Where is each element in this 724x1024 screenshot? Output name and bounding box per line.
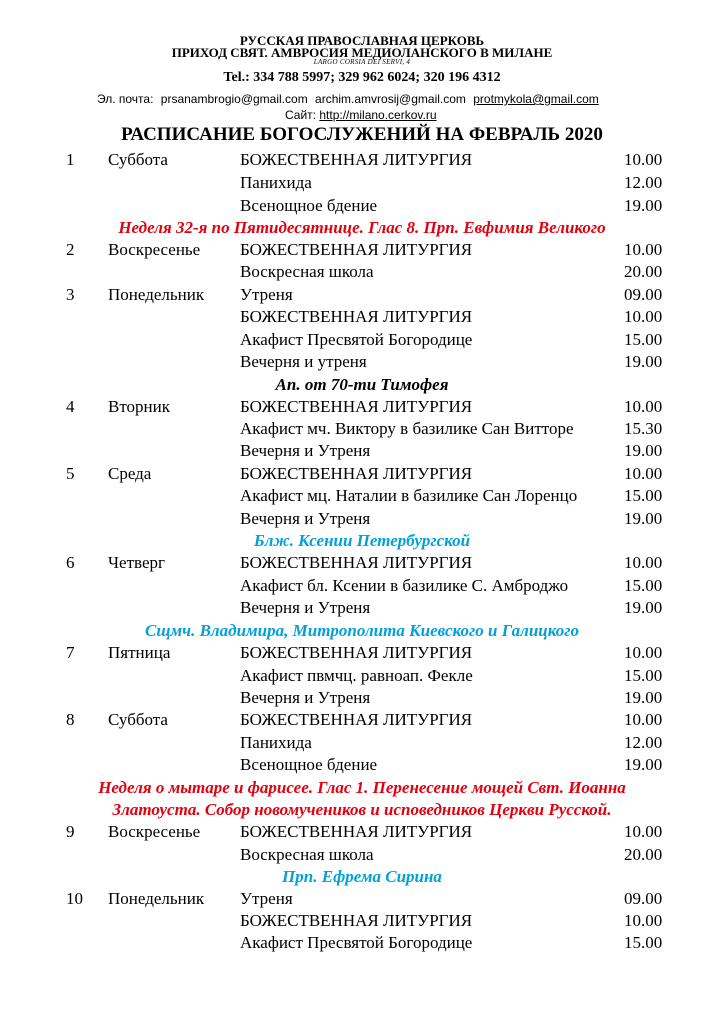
- table-row: [0, 710, 724, 732]
- table-row: [0, 845, 724, 867]
- email-2[interactable]: archim.amvrosij@gmail.com: [315, 92, 466, 106]
- feast-heading: Блж. Ксении Петербургской: [253, 531, 471, 550]
- date-number: 8: [66, 710, 75, 729]
- table-row: [0, 150, 724, 172]
- date-number: 10: [66, 889, 83, 908]
- service-time: 10.00: [624, 822, 663, 841]
- table-row: [0, 486, 724, 508]
- service-time: 19.00: [624, 352, 663, 371]
- table-row: [0, 285, 724, 307]
- weekday: Понедельник: [108, 285, 205, 304]
- service-name: Вечерня и Утреня: [240, 441, 371, 460]
- table-row: [0, 262, 724, 284]
- service-name: Вечерня и Утреня: [240, 688, 371, 707]
- phone-numbers: Tel.: 334 788 5997; 329 962 6024; 320 196 4312: [223, 70, 501, 85]
- date-number: 7: [66, 643, 75, 662]
- table-row: [0, 441, 724, 463]
- table-row: [0, 173, 724, 195]
- table-row: [0, 755, 724, 777]
- service-name: БОЖЕСТВЕННАЯ ЛИТУРГИЯ: [240, 911, 473, 930]
- weekday: Среда: [108, 464, 152, 483]
- service-name: Воскресная школа: [240, 845, 374, 864]
- service-time: 20.00: [624, 845, 663, 864]
- service-name: Акафист мч. Виктору в базилике Сан Витторе: [240, 419, 574, 438]
- email-label: Эл. почта:: [97, 92, 154, 106]
- table-row: [0, 509, 724, 531]
- service-name: Всенощное бдение: [240, 196, 378, 215]
- service-time: 15.00: [624, 933, 663, 952]
- service-time: 10.00: [624, 643, 663, 662]
- feast-heading: Ап. от 70-ти Тимофея: [275, 375, 449, 394]
- table-row: [0, 330, 724, 352]
- email-3[interactable]: protmykola@gmail.com: [473, 92, 599, 106]
- date-number: 9: [66, 822, 75, 841]
- date-number: 5: [66, 464, 75, 483]
- weekday: Вторник: [108, 397, 170, 416]
- service-name: БОЖЕСТВЕННАЯ ЛИТУРГИЯ: [240, 150, 473, 169]
- date-number: 1: [66, 150, 75, 169]
- service-time: 19.00: [624, 755, 663, 774]
- service-time: 15.00: [624, 576, 663, 595]
- table-row: [0, 352, 724, 374]
- service-time: 19.00: [624, 509, 663, 528]
- service-time: 15.00: [624, 486, 663, 505]
- service-time: 20.00: [624, 262, 663, 281]
- service-name: БОЖЕСТВЕННАЯ ЛИТУРГИЯ: [240, 397, 473, 416]
- weekday: Понедельник: [108, 889, 205, 908]
- table-row: [0, 196, 724, 218]
- weekday: Четверг: [108, 553, 165, 572]
- service-name: Панихида: [240, 733, 312, 752]
- service-name: БОЖЕСТВЕННАЯ ЛИТУРГИЯ: [240, 643, 473, 662]
- table-row: [0, 576, 724, 598]
- feast-heading: Прп. Ефрема Сирина: [282, 867, 442, 886]
- weekday: Суббота: [108, 710, 168, 729]
- table-row: [0, 598, 724, 620]
- service-time: 10.00: [624, 710, 663, 729]
- service-name: Акафист пвмчц. равноап. Фекле: [240, 666, 473, 685]
- service-name: Всенощное бдение: [240, 755, 378, 774]
- date-number: 6: [66, 553, 75, 572]
- weekday: Воскресенье: [108, 822, 201, 841]
- service-time: 10.00: [624, 553, 663, 572]
- table-row: [0, 889, 724, 911]
- service-name: БОЖЕСТВЕННАЯ ЛИТУРГИЯ: [240, 307, 473, 326]
- church-name: РУССКАЯ ПРАВОСЛАВНАЯ ЦЕРКОВЬ: [239, 33, 485, 48]
- table-row: [0, 419, 724, 441]
- parish-address: LARGO CORSIA DEI SERVI, 4: [313, 58, 411, 66]
- feast-heading: Сщмч. Владимира, Митрополита Киевского и Галицкого: [145, 621, 579, 640]
- table-row: [0, 643, 724, 665]
- service-name: Воскресная школа: [240, 262, 374, 281]
- table-row: [0, 688, 724, 710]
- service-name: Акафист мц. Наталии в базилике Сан Лоренцо: [240, 486, 578, 505]
- date-number: 4: [66, 397, 75, 416]
- parish-name: ПРИХОД СВЯТ. АМВРОСИЯ МЕДИОЛАНСКОГО В МИЛАНЕ: [171, 45, 553, 60]
- service-name: БОЖЕСТВЕННАЯ ЛИТУРГИЯ: [240, 822, 473, 841]
- weekday: Пятница: [108, 643, 171, 662]
- service-time: 10.00: [624, 464, 663, 483]
- date-number: 3: [66, 285, 75, 304]
- service-name: Акафист бл. Ксении в базилике С. Амброджо: [240, 576, 569, 595]
- service-time: 19.00: [624, 196, 663, 215]
- table-row: [0, 307, 724, 329]
- schedule-title: РАСПИСАНИЕ БОГОСЛУЖЕНИЙ НА ФЕВРАЛЬ 2020: [121, 124, 603, 145]
- service-name: Вечерня и Утреня: [240, 509, 371, 528]
- email-line: [97, 92, 603, 106]
- service-time: 10.00: [624, 911, 663, 930]
- table-row: [0, 240, 724, 262]
- table-row: [0, 733, 724, 755]
- service-name: Утреня: [240, 889, 293, 908]
- feast-heading: Златоуста. Собор новомучеников и исповедников Церкви Русской.: [112, 800, 612, 819]
- service-time: 12.00: [624, 733, 663, 752]
- site-line: [285, 108, 437, 122]
- weekday: Суббота: [108, 150, 168, 169]
- service-name: Вечерня и Утреня: [240, 598, 371, 617]
- table-row: [0, 397, 724, 419]
- service-name: Утреня: [240, 285, 293, 304]
- service-time: 10.00: [624, 397, 663, 416]
- feast-heading: Неделя 32-я по Пятидесятнице. Глас 8. Прп. Евфимия Великого: [118, 218, 606, 237]
- weekday: Воскресенье: [108, 240, 201, 259]
- email-1[interactable]: prsanambrogio@gmail.com: [160, 92, 308, 106]
- service-time: 10.00: [624, 240, 663, 259]
- service-name: Акафист Пресвятой Богородице: [240, 933, 473, 952]
- service-name: Панихида: [240, 173, 312, 192]
- service-time: 09.00: [624, 285, 663, 304]
- service-name: БОЖЕСТВЕННАЯ ЛИТУРГИЯ: [240, 464, 473, 483]
- table-row: [0, 822, 724, 844]
- table-row: [0, 553, 724, 575]
- service-time: 12.00: [624, 173, 663, 192]
- service-name: БОЖЕСТВЕННАЯ ЛИТУРГИЯ: [240, 710, 473, 729]
- service-time: 15.30: [624, 419, 663, 438]
- service-name: Акафист Пресвятой Богородице: [240, 330, 473, 349]
- table-row: [0, 911, 724, 933]
- service-name: БОЖЕСТВЕННАЯ ЛИТУРГИЯ: [240, 240, 473, 259]
- table-row: [0, 933, 724, 955]
- service-time: 09.00: [624, 889, 663, 908]
- service-name: БОЖЕСТВЕННАЯ ЛИТУРГИЯ: [240, 553, 473, 572]
- service-time: 15.00: [624, 330, 663, 349]
- service-name: Вечерня и утреня: [240, 352, 367, 371]
- site-label: Сайт:: [285, 108, 317, 122]
- site-link[interactable]: http://milano.cerkov.ru: [319, 108, 437, 122]
- service-time: 10.00: [624, 150, 663, 169]
- feast-heading: Неделя о мытаре и фарисее. Глас 1. Перенесение мощей Свт. Иоанна: [98, 778, 626, 797]
- service-time: 19.00: [624, 688, 663, 707]
- service-time: 19.00: [624, 441, 663, 460]
- service-time: 19.00: [624, 598, 663, 617]
- table-row: [0, 666, 724, 688]
- date-number: 2: [66, 240, 75, 259]
- service-time: 10.00: [624, 307, 663, 326]
- service-time: 15.00: [624, 666, 663, 685]
- table-row: [0, 464, 724, 486]
